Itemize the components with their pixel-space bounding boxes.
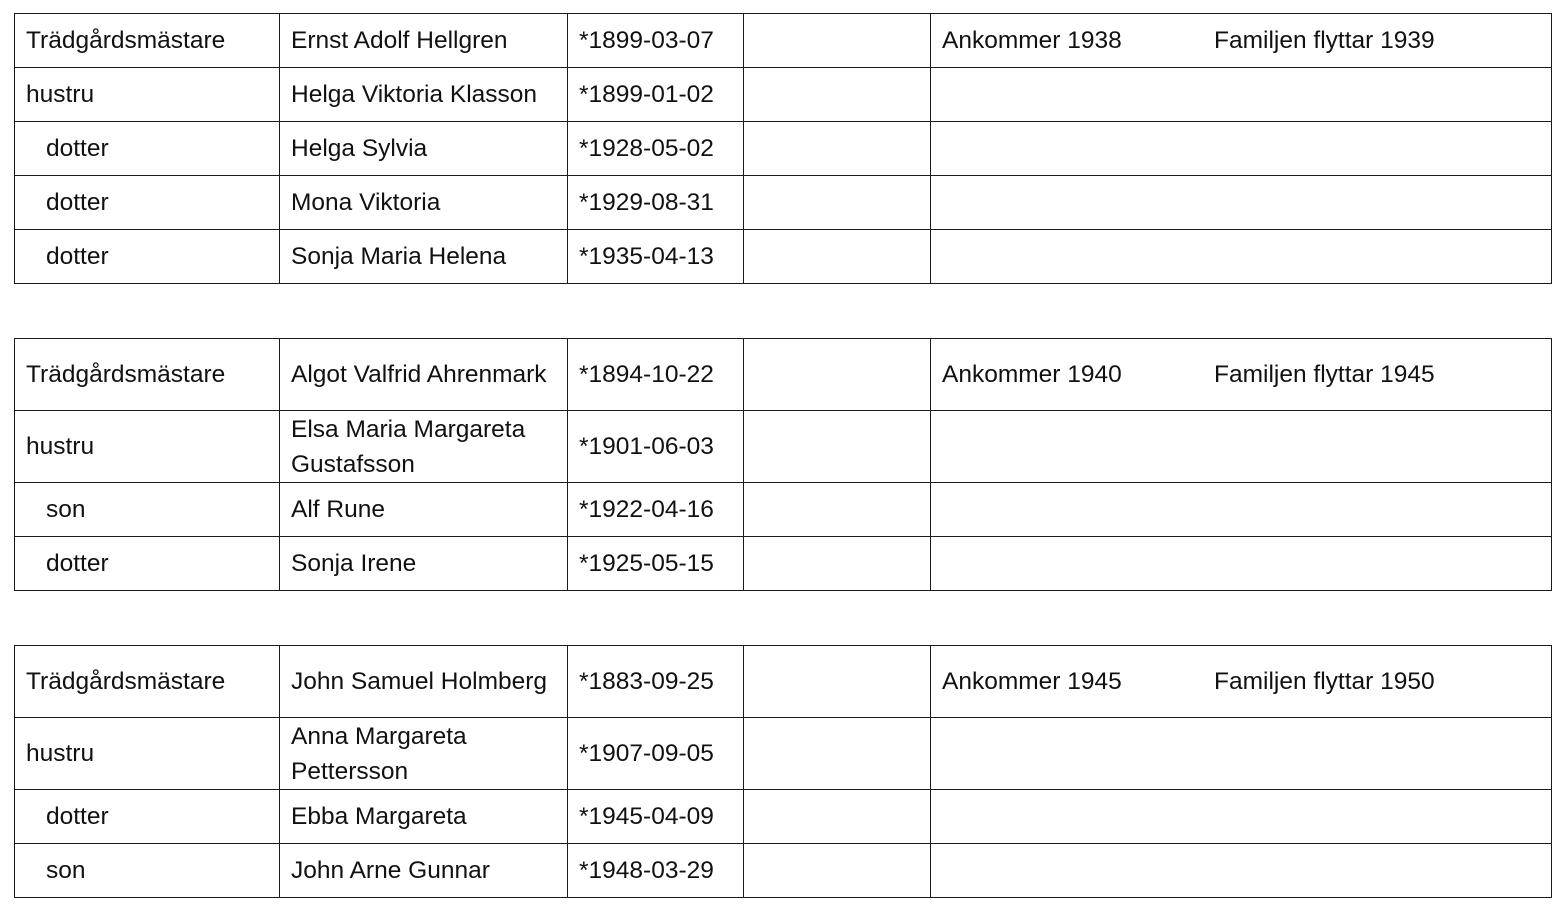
note-cell xyxy=(931,176,1552,230)
name-cell: Helga Viktoria Klasson xyxy=(280,68,568,122)
birth-date-cell: *1899-03-07 xyxy=(568,14,744,68)
note-cell xyxy=(931,68,1552,122)
note-cell xyxy=(931,790,1552,844)
empty-cell xyxy=(744,14,931,68)
table-row xyxy=(15,646,1552,718)
name-cell: Alf Rune xyxy=(280,483,568,537)
empty-cell xyxy=(744,68,931,122)
note-cell xyxy=(931,718,1552,790)
role-cell: Trädgårdsmästare xyxy=(15,14,280,68)
name-cell: Algot Valfrid Ahrenmark xyxy=(280,339,568,411)
note-cell xyxy=(931,411,1552,483)
birth-date-cell: *1945-04-09 xyxy=(568,790,744,844)
table-row xyxy=(15,537,1552,591)
birth-date-cell: *1948-03-29 xyxy=(568,844,744,898)
birth-date-cell: *1901-06-03 xyxy=(568,411,744,483)
arrival-note: Ankommer 1945 xyxy=(942,668,1122,695)
empty-cell xyxy=(744,844,931,898)
move-note: Familjen flyttar 1945 xyxy=(1214,361,1435,388)
move-note: Familjen flyttar 1950 xyxy=(1214,668,1435,695)
table-row xyxy=(15,339,1552,411)
role-cell: hustru xyxy=(15,718,280,790)
role-cell: Trädgårdsmästare xyxy=(15,339,280,411)
birth-date-cell: *1928-05-02 xyxy=(568,122,744,176)
birth-date-cell: *1899-01-02 xyxy=(568,68,744,122)
birth-date-cell: *1894-10-22 xyxy=(568,339,744,411)
table-row xyxy=(15,68,1552,122)
name-cell: Sonja Maria Helena xyxy=(280,230,568,284)
birth-date-cell: *1922-04-16 xyxy=(568,483,744,537)
birth-date-cell: *1929-08-31 xyxy=(568,176,744,230)
move-note: Familjen flyttar 1939 xyxy=(1214,27,1435,54)
empty-cell xyxy=(744,230,931,284)
name-cell: Helga Sylvia xyxy=(280,122,568,176)
role-cell: hustru xyxy=(15,411,280,483)
table-row xyxy=(15,718,1552,790)
birth-date-cell: *1925-05-15 xyxy=(568,537,744,591)
role-cell: hustru xyxy=(15,68,280,122)
role-cell: dotter xyxy=(15,122,280,176)
birth-date-cell: *1935-04-13 xyxy=(568,230,744,284)
note-cell xyxy=(931,646,1552,718)
note-cell xyxy=(931,537,1552,591)
note-cell xyxy=(931,14,1552,68)
name-cell: Elsa Maria Margareta Gustafsson xyxy=(280,411,568,483)
family-table-3 xyxy=(14,645,1552,898)
name-cell: Sonja Irene xyxy=(280,537,568,591)
name-cell: Ernst Adolf Hellgren xyxy=(280,14,568,68)
table-row xyxy=(15,411,1552,483)
note-cell xyxy=(931,230,1552,284)
empty-cell xyxy=(744,339,931,411)
name-cell: John Arne Gunnar xyxy=(280,844,568,898)
empty-cell xyxy=(744,411,931,483)
name-cell: Mona Viktoria xyxy=(280,176,568,230)
table-row xyxy=(15,230,1552,284)
role-cell: son xyxy=(15,483,280,537)
table-row xyxy=(15,14,1552,68)
name-cell: Anna Margareta Pettersson xyxy=(280,718,568,790)
table-row xyxy=(15,790,1552,844)
empty-cell xyxy=(744,176,931,230)
empty-cell xyxy=(744,483,931,537)
note-cell xyxy=(931,844,1552,898)
role-cell: son xyxy=(15,844,280,898)
role-cell: dotter xyxy=(15,176,280,230)
empty-cell xyxy=(744,718,931,790)
birth-date-cell: *1907-09-05 xyxy=(568,718,744,790)
note-cell xyxy=(931,339,1552,411)
table-row xyxy=(15,122,1552,176)
empty-cell xyxy=(744,537,931,591)
family-table-2 xyxy=(14,338,1552,591)
table-row xyxy=(15,176,1552,230)
role-cell: dotter xyxy=(15,790,280,844)
empty-cell xyxy=(744,790,931,844)
note-cell xyxy=(931,483,1552,537)
table-row xyxy=(15,483,1552,537)
note-cell xyxy=(931,122,1552,176)
birth-date-cell: *1883-09-25 xyxy=(568,646,744,718)
role-cell: Trädgårdsmästare xyxy=(15,646,280,718)
family-table-1 xyxy=(14,13,1552,284)
name-cell: Ebba Margareta xyxy=(280,790,568,844)
table-row xyxy=(15,844,1552,898)
empty-cell xyxy=(744,122,931,176)
empty-cell xyxy=(744,646,931,718)
arrival-note: Ankommer 1940 xyxy=(942,361,1122,388)
role-cell: dotter xyxy=(15,537,280,591)
name-cell: John Samuel Holmberg xyxy=(280,646,568,718)
role-cell: dotter xyxy=(15,230,280,284)
arrival-note: Ankommer 1938 xyxy=(942,27,1122,54)
